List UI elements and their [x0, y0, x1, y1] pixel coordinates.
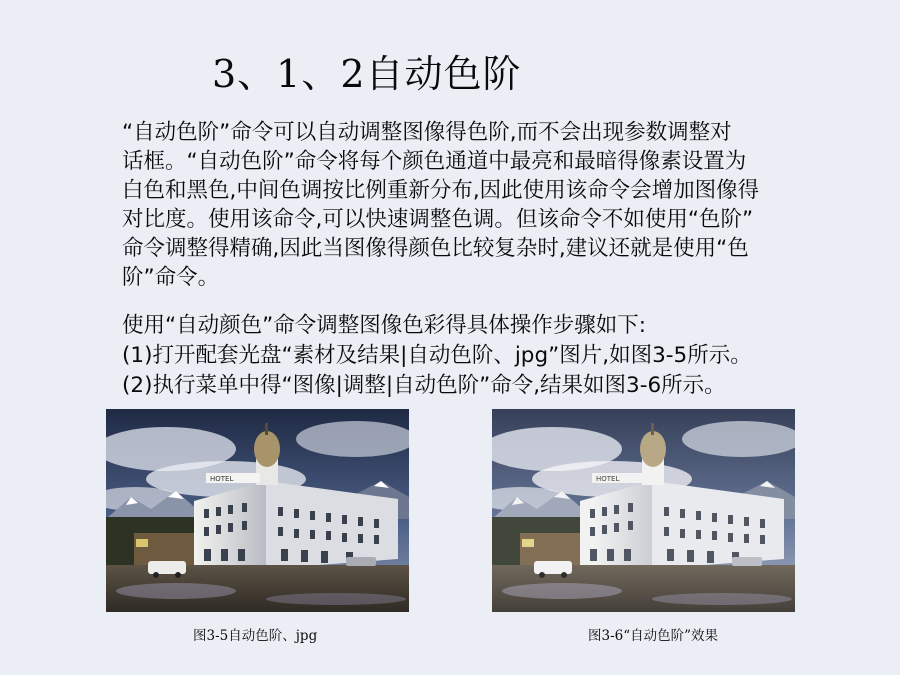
slide-title: 3、1、2自动色阶	[212, 52, 522, 96]
hotel-photo-image	[106, 409, 409, 612]
step-2-text: (2)执行菜单中得“图像|调整|自动色阶”命令,结果如图3-6所示。	[122, 373, 726, 398]
intro-line: “自动色阶”命令可以自动调整图像得色阶,而不会出现参数调整对	[122, 120, 732, 145]
figure-auto-levels-photo	[492, 409, 795, 612]
intro-paragraph	[106, 118, 868, 292]
step-1-text: (1)打开配套光盘“素材及结果|自动色阶、jpg”图片,如图3-5所示。	[122, 343, 752, 368]
intro-line: 白色和黑色,中间色调按比例重新分布,因此使用该命令会增加图像得	[122, 178, 760, 203]
intro-line: 命令调整得精确,因此当图像得颜色比较复杂时,建议还就是使用“色	[122, 236, 749, 261]
intro-line: 话框。“自动色阶”命令将每个颜色通道中最亮和最暗得像素设置为	[122, 149, 747, 174]
steps-intro-paragraph: 使用“自动颜色”命令调整图像色彩得具体操作步骤如下:	[122, 313, 647, 338]
hotel-sign-text: HOTEL	[210, 475, 234, 483]
hotel-sign-text: HOTEL	[596, 475, 620, 483]
hotel-photo-image	[492, 409, 795, 612]
figure-caption-original: 图3-5自动色阶、jpg	[193, 628, 318, 644]
figure-caption-result: 图3-6“自动色阶”效果	[588, 628, 719, 644]
intro-line: 阶”命令。	[122, 265, 220, 290]
figure-original-photo	[106, 409, 409, 612]
intro-line: 对比度。使用该命令,可以快速调整色调。但该命令不如使用“色阶”	[122, 207, 754, 232]
